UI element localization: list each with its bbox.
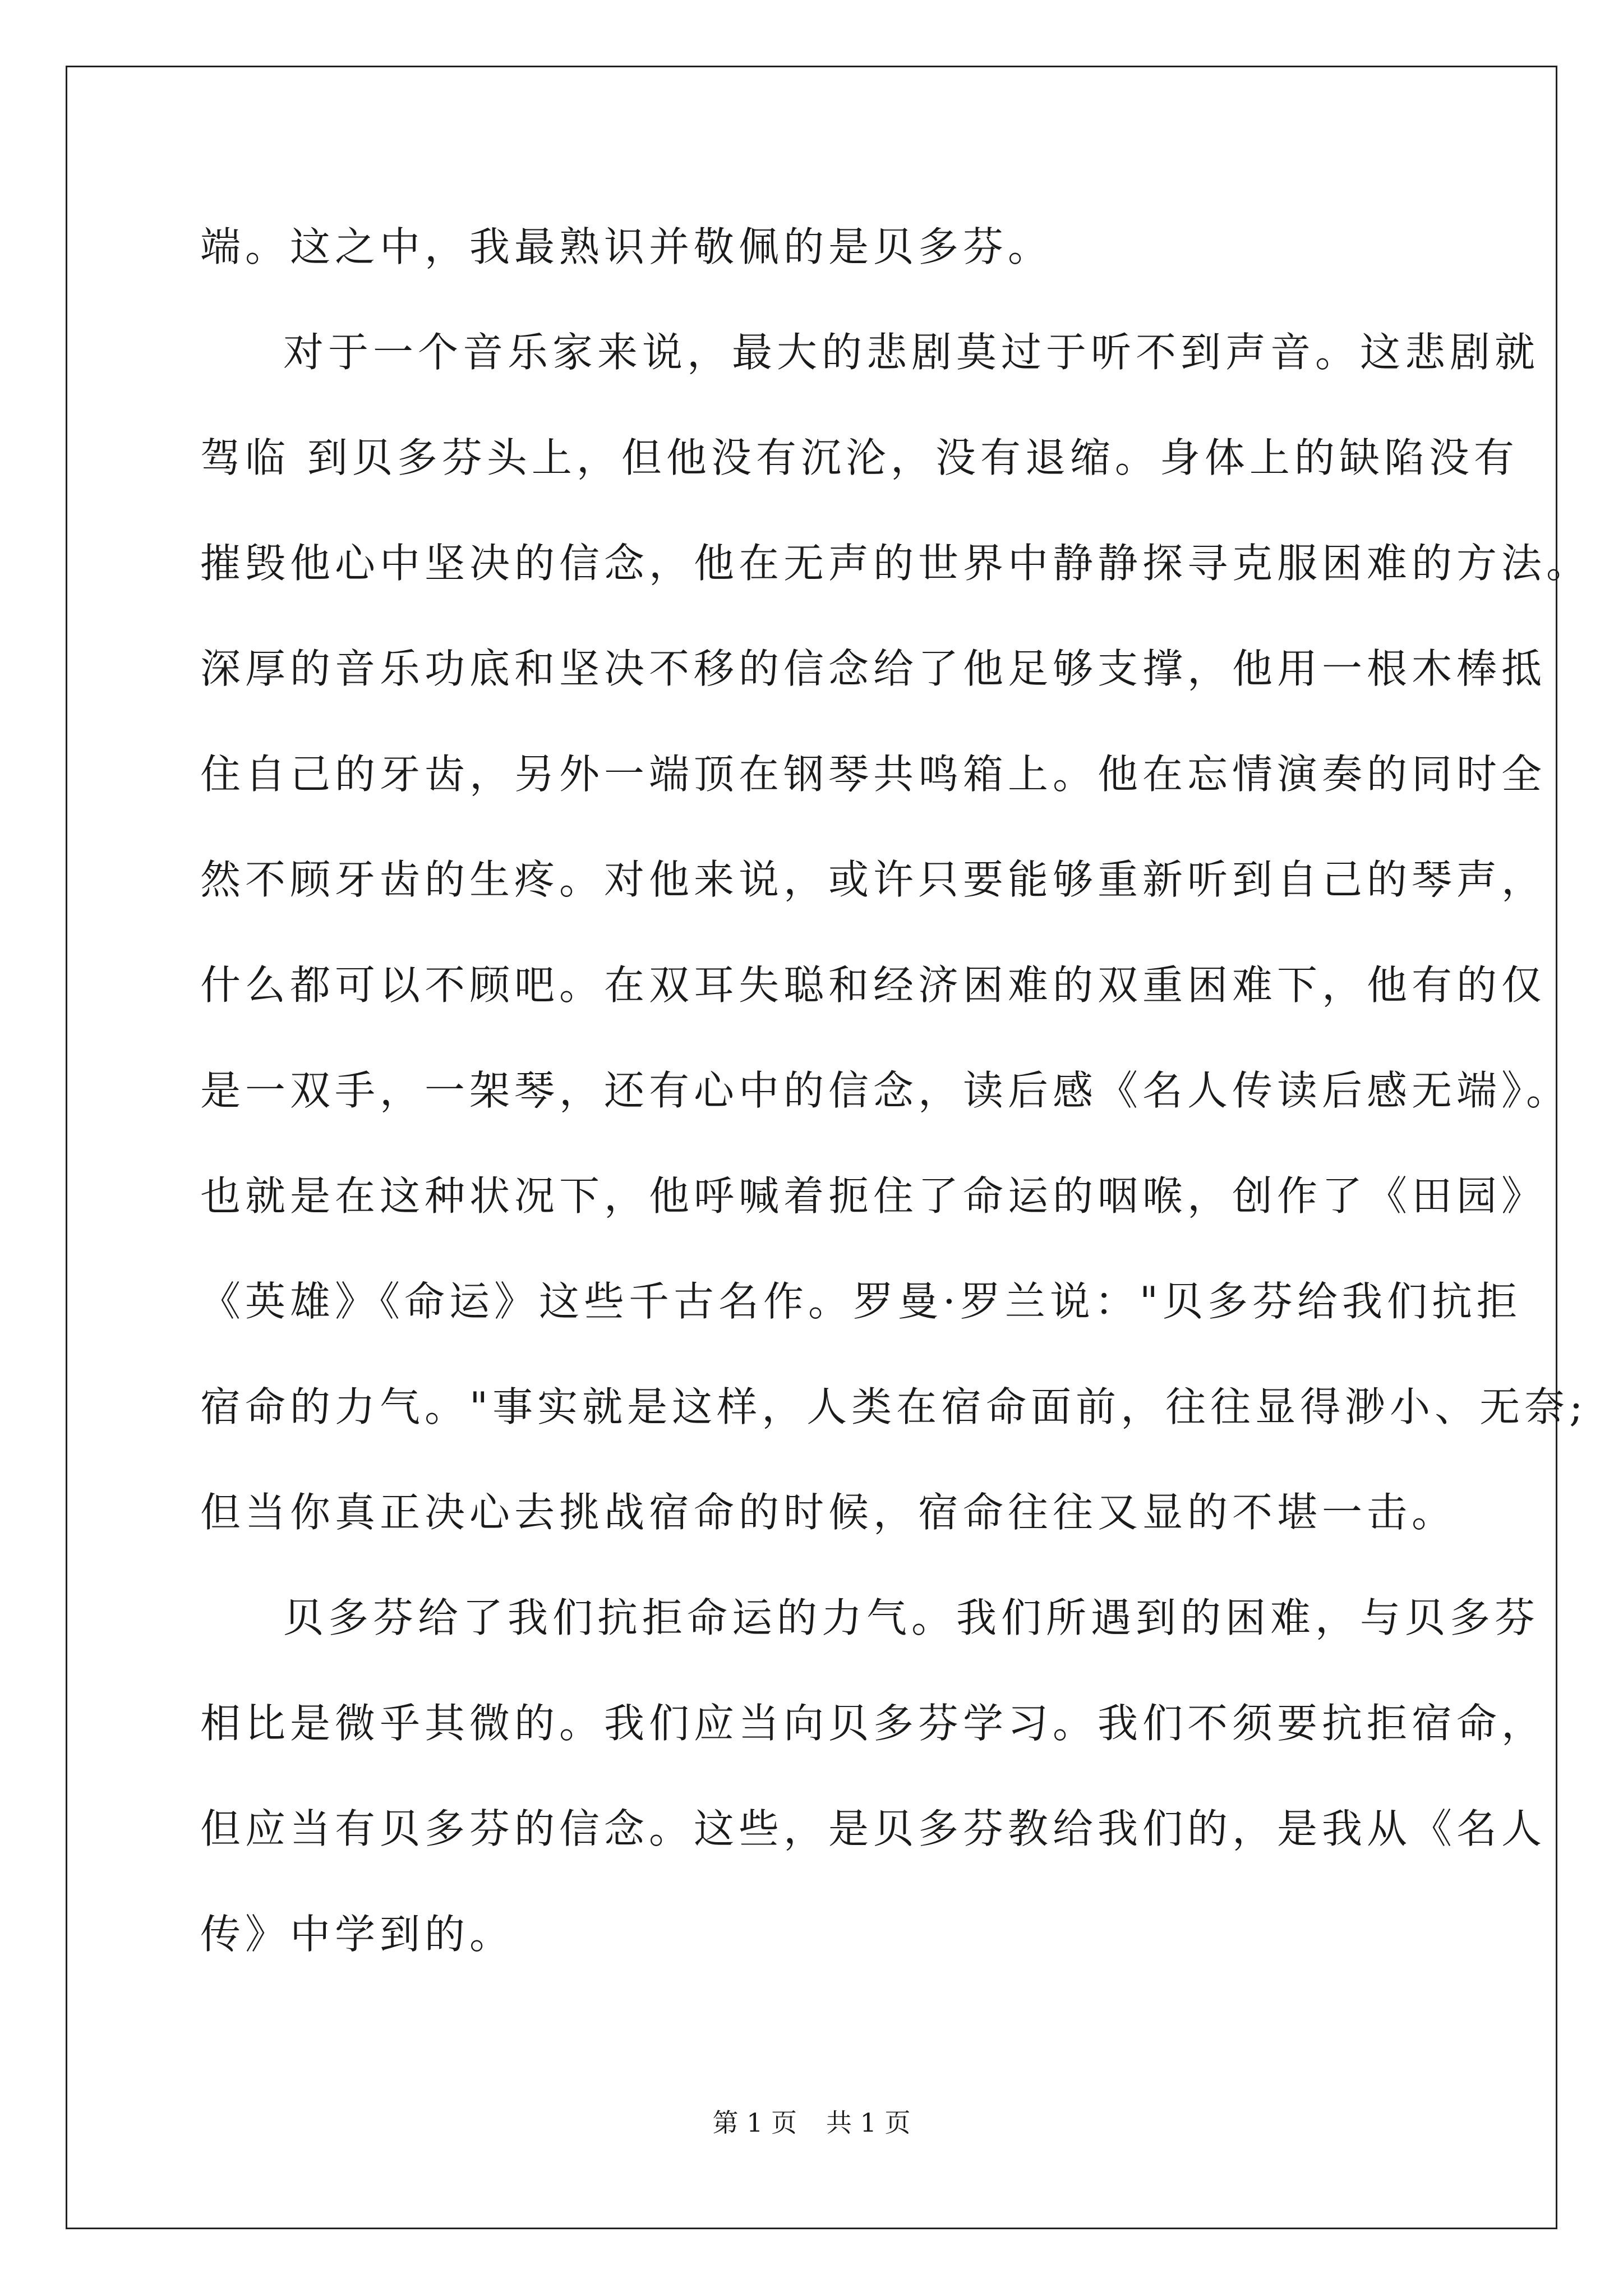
text-line: 然不顾牙齿的生疼。对他来说，或许只要能够重新听到自己的琴声，	[200, 856, 1547, 903]
text-line: 但应当有贝多芬的信念。这些，是贝多芬教给我们的，是我从《名人	[200, 1805, 1547, 1852]
page-number: 第 1 页	[712, 2108, 797, 2138]
page-total: 共 1 页	[826, 2108, 911, 2138]
text-line: 是一双手，一架琴，还有心中的信念，读后感《名人传读后感无端》。	[200, 1067, 1571, 1114]
text-line: 宿命的力气。"事实就是这样，人类在宿命面前，往往显得渺小、无奈;	[200, 1383, 1588, 1430]
text-line: 贝多芬给了我们抗拒命运的力气。我们所遇到的困难，与贝多芬	[283, 1594, 1540, 1641]
text-line: 对于一个音乐家来说，最大的悲剧莫过于听不到声音。这悲剧就	[283, 329, 1540, 376]
text-line: 什么都可以不顾吧。在双耳失聪和经济困难的双重困难下，他有的仅	[200, 961, 1547, 1009]
text-line: 驾临 到贝多芬头上，但他没有沉沦，没有退缩。身体上的缺陷没有	[200, 434, 1519, 481]
text-line: 住自己的牙齿，另外一端顶在钢琴共鸣箱上。他在忘情演奏的同时全	[200, 751, 1547, 798]
text-line: 但当你真正决心去挑战宿命的时候，宿命往往又显的不堪一击。	[200, 1489, 1457, 1536]
text-line: 端。这之中，我最熟识并敬佩的是贝多芬。	[200, 223, 1053, 270]
document-body	[200, 222, 1592, 2014]
text-line: 也就是在这种状况下，他呼喊着扼住了命运的咽喉，创作了《田园》	[200, 1172, 1547, 1220]
text-line: 传》中学到的。	[200, 1911, 515, 1958]
text-line: 相比是微乎其微的。我们应当向贝多芬学习。我们不须要抗拒宿命，	[200, 1700, 1547, 1747]
text-line: 深厚的音乐功底和坚决不移的信念给了他足够支撑，他用一根木棒抵	[200, 645, 1547, 692]
text-line: 摧毁他心中坚决的信念，他在无声的世界中静静探寻克服困难的方法。	[200, 540, 1592, 587]
text-line: 《英雄》《命运》这些千古名作。罗曼·罗兰说："贝多芬给我们抗拒	[200, 1278, 1522, 1325]
page-footer	[0, 2107, 1623, 2138]
